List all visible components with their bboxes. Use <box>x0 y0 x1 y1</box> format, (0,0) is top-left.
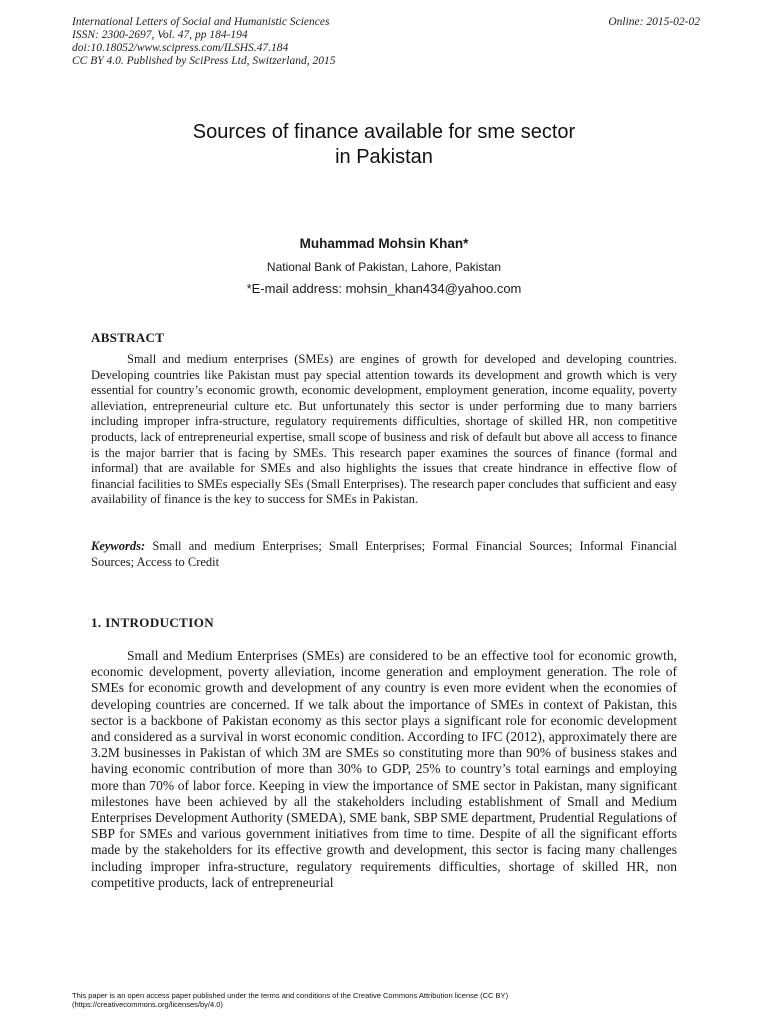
keywords <box>91 539 677 570</box>
footer-line-1: This paper is an open access paper published under the terms and conditions of the Creative Commons Attribution license (CC BY) <box>72 991 509 1000</box>
introduction-text: Small and Medium Enterprises (SMEs) are considered to be an effective tool for economic growth, economic development, poverty alleviation, income generation and employment generation. The role of SMEs for economic growth and development of any country is even more evident when the economies of developing countries are concerned. If we talk about the importance of SMEs in context of Pakistan, this sector is a backbone of Pakistan economy as this sector plays a significant role for economic development and considered as a survival in worst economic condition. According to IFC (2012), approximately there are 3.2M businesses in Pakistan of which 3M are SMEs so constituting more than 90% of business stakes and having economic contribution of more than 30% to GDP, 25% to country’s total earnings and employing more than 70% of labor force. Keeping in view the importance of SME sector in Pakistan, many significant milestones have been achieved by all the stakeholders including establishment of Small and Medium Enterprises Development Authority (SMEDA), SME bank, SBP SME department, Prudential Regulations of SBP for SMEs and various government initiatives from time to time. Despite of all the significant efforts made by the stakeholders for its effective growth and development, this sector is facing many challenges including improper infra-structure, regulatory requirements difficulties, shortage of skilled HR, non competitive products, lack of entrepreneurial <box>91 648 677 890</box>
abstract-heading: ABSTRACT <box>91 330 165 345</box>
abstract-text: Small and medium enterprises (SMEs) are engines of growth for developed and developing countries. Developing countries like Pakistan must pay special attention towards its development and growth which is very essential for country’s economic growth, economic development, employment generation, income equality, poverty alleviation, entrepreneurial culture etc. But unfortunately this sector is under performing due to many barriers including improper infra-structure, regulatory requirements difficulties, shortage of skilled HR, non competitive products, lack of entrepreneurial expertise, small scope of business and risk of default but above all access to finance is the major barrier that is facing by SMEs. This research paper examines the sources of finance (formal and informal) that are available for SMEs and also highlights the issues that create hindrance in effective flow of financial facilities to SMEs especially SEs (Small Enterprises). The research paper concludes that sufficient and easy availability of finance is the key to success for SMEs in Pakistan. <box>91 352 677 507</box>
license-line: CC BY 4.0. Published by SciPress Ltd, Switzerland, 2015 <box>72 55 336 67</box>
keywords-label: Keywords: <box>91 539 146 553</box>
title-line-2: in Pakistan <box>335 146 433 168</box>
paper-title <box>60 120 708 170</box>
keywords-text: Small and medium Enterprises; Small Enterprises; Formal Financial Sources; Informal Financial Sources; Access to Credit <box>91 539 677 569</box>
journal-header <box>72 16 700 68</box>
introduction-heading: 1. INTRODUCTION <box>91 615 215 630</box>
license-footer <box>72 991 712 1009</box>
title-line-1: Sources of finance available for sme sector <box>192 121 576 143</box>
online-date: Online: 2015-02-02 <box>608 16 700 28</box>
journal-name: International Letters of Social and Humanistic Sciences <box>72 16 330 28</box>
footer-license-link[interactable]: (https://creativecommons.org/licenses/by/4.0) <box>72 1000 223 1009</box>
author-affiliation: National Bank of Pakistan, Lahore, Pakistan <box>266 260 502 274</box>
doi-line: doi:10.18052/www.scipress.com/ILSHS.47.184 <box>72 42 289 54</box>
author-email: *E-mail address: mohsin_khan434@yahoo.com <box>246 281 522 296</box>
author-name: Muhammad Mohsin Khan* <box>299 236 469 251</box>
issn-line: ISSN: 2300-2697, Vol. 47, pp 184-194 <box>72 29 248 41</box>
